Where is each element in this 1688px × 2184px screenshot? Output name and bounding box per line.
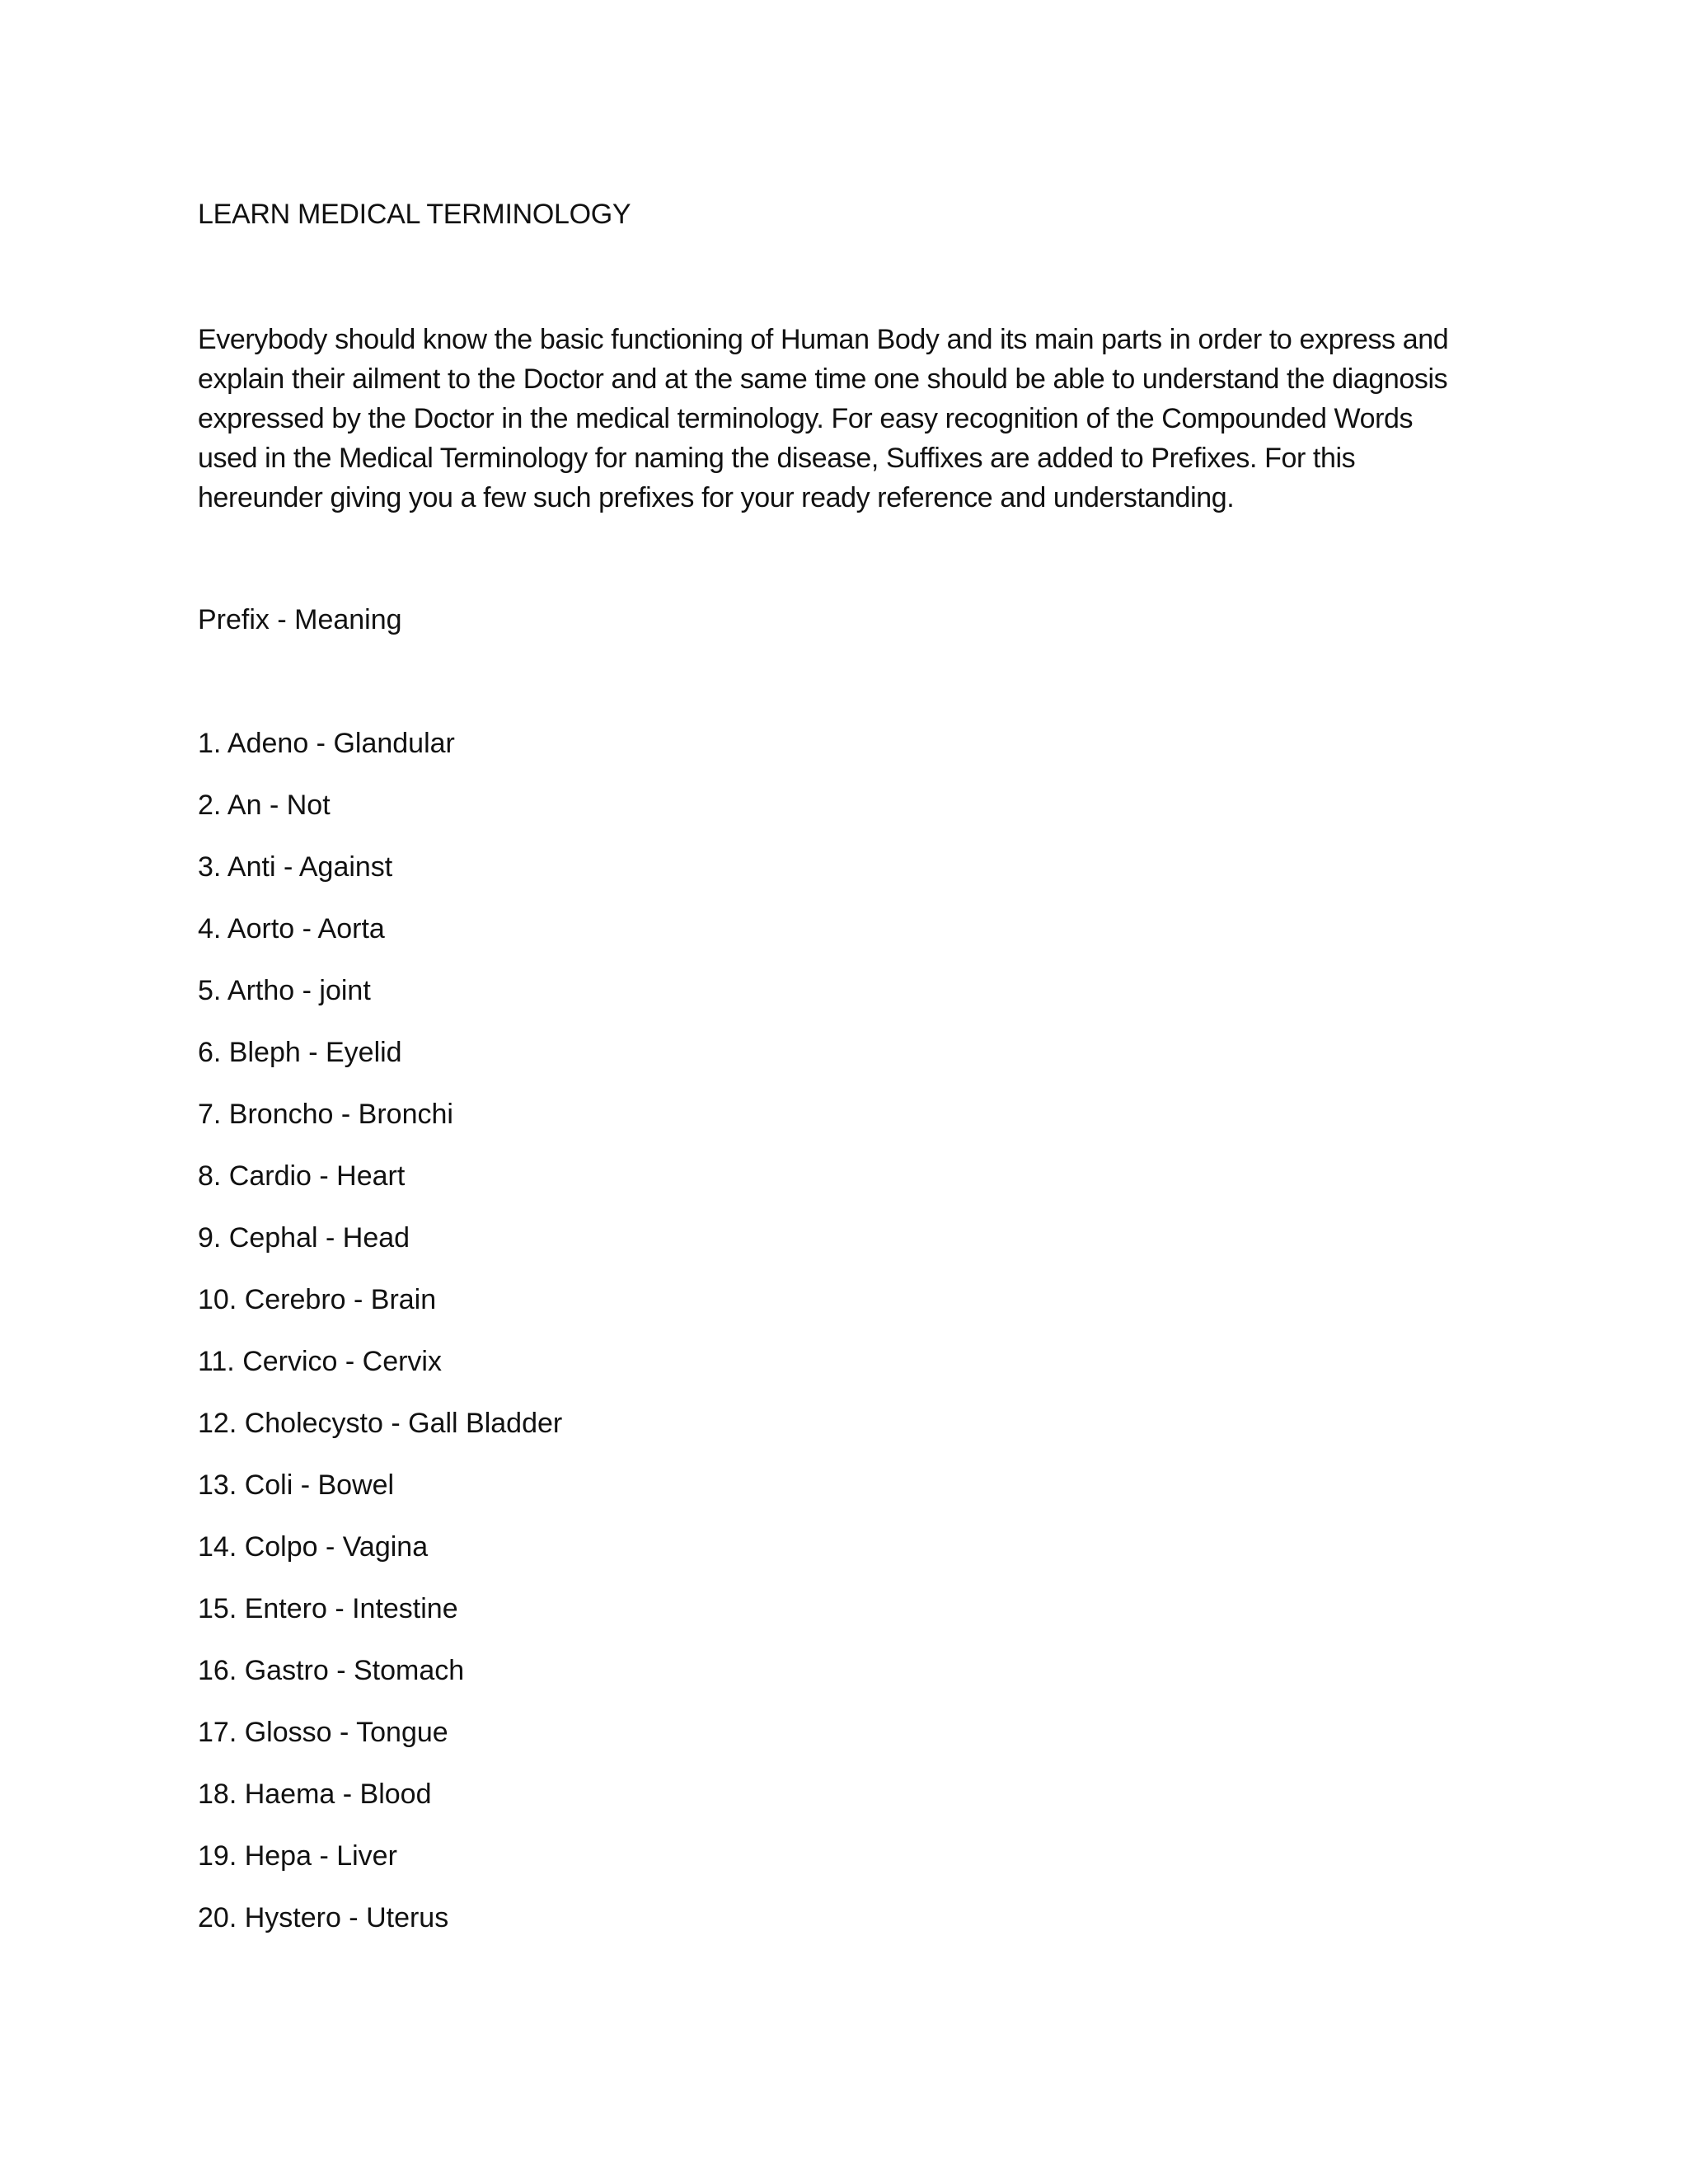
list-item: 11. Cervico - Cervix — [198, 1346, 442, 1377]
list-item: 19. Hepa - Liver — [198, 1840, 397, 1872]
list-item: 7. Broncho - Bronchi — [198, 1099, 453, 1130]
intro-paragraph — [198, 320, 1508, 518]
list-item: 17. Glosso - Tongue — [198, 1717, 448, 1748]
list-item: 12. Cholecysto - Gall Bladder — [198, 1408, 563, 1439]
list-item: 10. Cerebro - Brain — [198, 1284, 437, 1315]
intro-line: used in the Medical Terminology for naming the disease, Suffixes are added to Prefixes. For this — [198, 443, 1356, 474]
document-content — [198, 194, 1508, 1960]
section-heading: Prefix - Meaning — [198, 604, 402, 635]
list-item: 15. Entero - Intestine — [198, 1593, 458, 1624]
list-item: 14. Colpo - Vagina — [198, 1531, 429, 1563]
intro-line: explain their ailment to the Doctor and at the same time one should be able to understand the diagnosis — [198, 363, 1448, 395]
list-item: 4. Aorto - Aorta — [198, 913, 385, 944]
list-item: 3. Anti - Against — [198, 851, 393, 883]
intro-line: expressed by the Doctor in the medical terminology. For easy recognition of the Compounded Words — [198, 403, 1414, 434]
list-item: 9. Cephal - Head — [198, 1222, 410, 1254]
list-item: 2. An - Not — [198, 790, 331, 821]
intro-line: Everybody should know the basic functioning of Human Body and its main parts in order to express and — [198, 324, 1449, 355]
list-item: 18. Haema - Blood — [198, 1779, 432, 1810]
intro-line: hereunder giving you a few such prefixes for your ready reference and understanding. — [198, 482, 1235, 513]
list-item: 20. Hystero - Uterus — [198, 1902, 449, 1933]
list-item: 1. Adeno - Glandular — [198, 728, 455, 759]
list-item: 16. Gastro - Stomach — [198, 1655, 465, 1686]
list-item: 6. Bleph - Eyelid — [198, 1037, 402, 1068]
page-title: LEARN MEDICAL TERMINOLOGY — [198, 199, 631, 230]
list-item: 5. Artho - joint — [198, 975, 371, 1006]
list-item: 8. Cardio - Heart — [198, 1160, 406, 1192]
list-item: 13. Coli - Bowel — [198, 1469, 395, 1501]
prefix-list — [198, 724, 1508, 1938]
